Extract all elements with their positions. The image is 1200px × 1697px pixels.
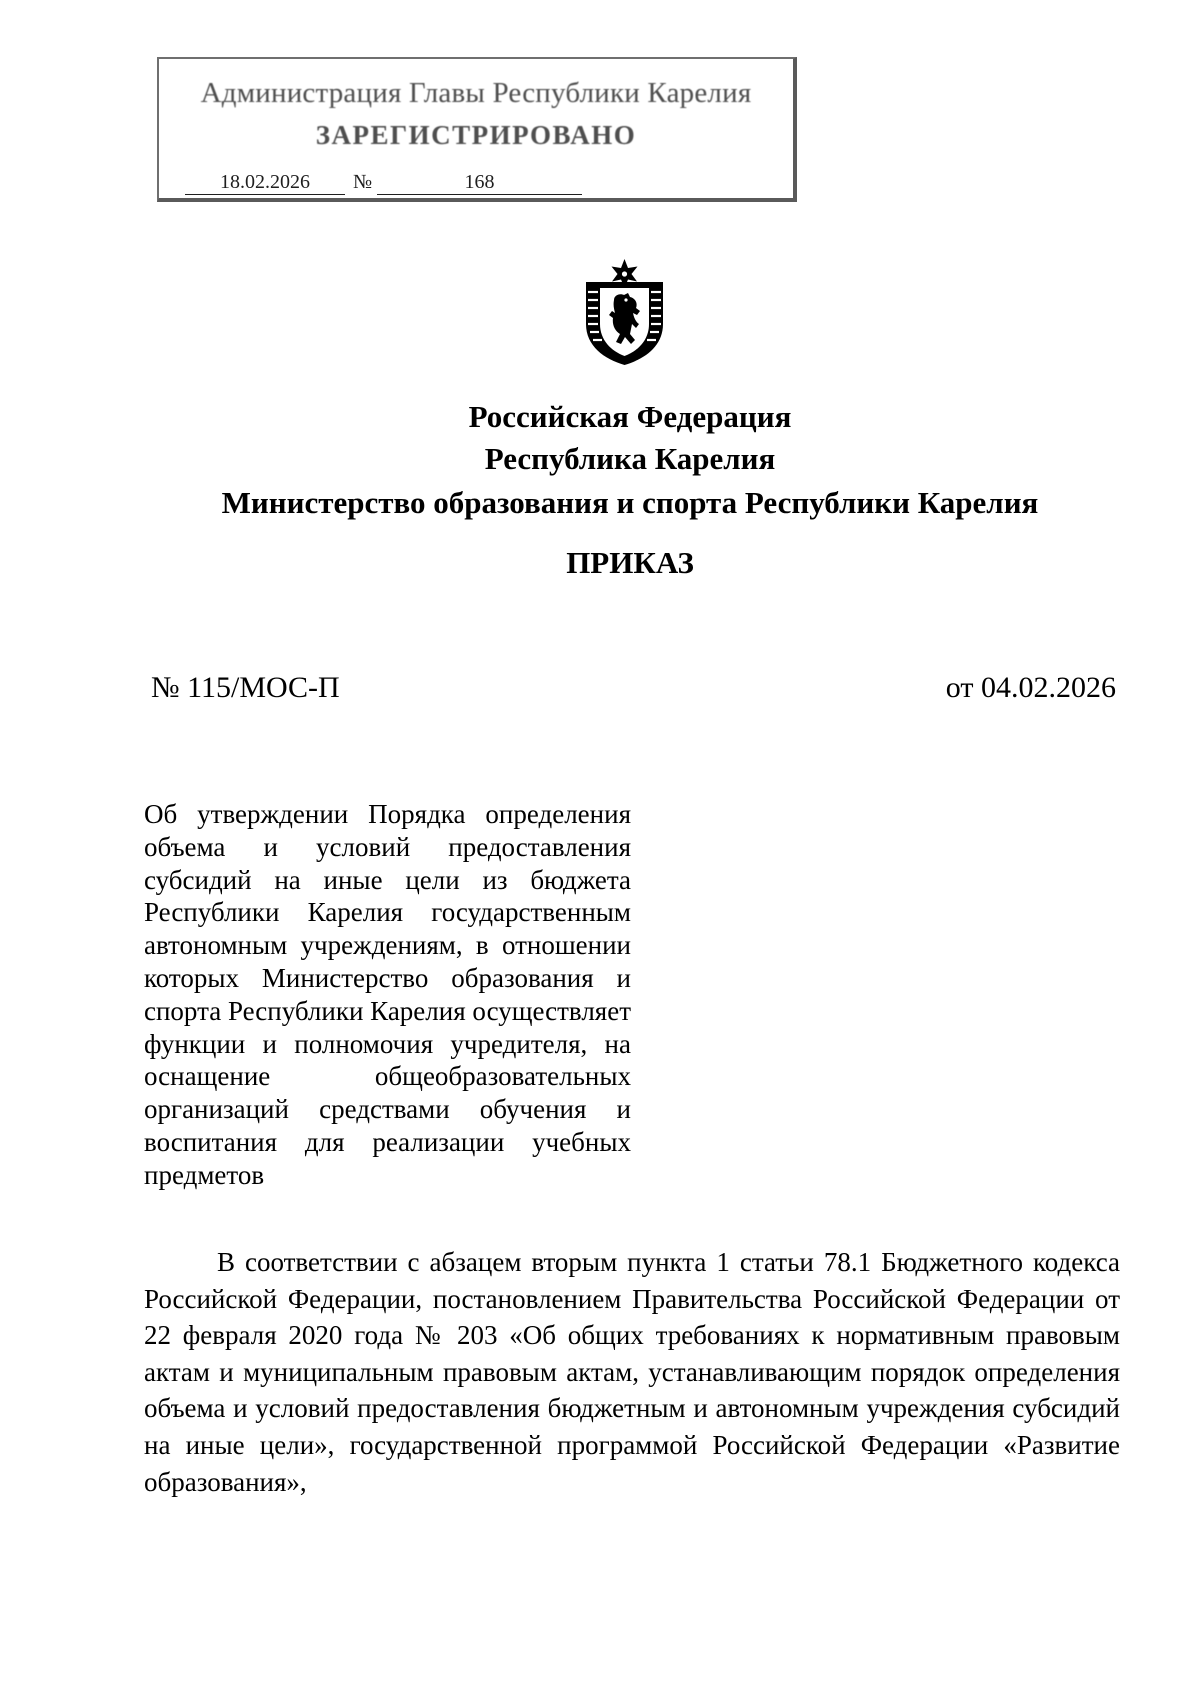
registration-stamp [157, 57, 797, 202]
stamp-date: 18.02.2026 [185, 171, 345, 195]
stamp-title: Администрация Главы Республики Карелия [200, 77, 752, 109]
header-country: Российская Федерация [468, 399, 792, 434]
document-type: ПРИКАЗ [566, 545, 694, 580]
order-subject: Об утверждении Порядка определения объема и условий предоставления субсидий на иные цели из бюджета Республики Карелия государственным автономным учреждениям, в отношении которых Министерство образования и спорта Республики Карелия осуществляет функции и полномочия учредителя, на оснащение общеобразовательных организаций средствами обучения и воспитания для реализации учебных предметов [144, 799, 631, 1190]
karelia-coat-of-arms-icon [581, 258, 668, 366]
header-republic: Республика Карелия [484, 441, 776, 476]
order-date: от 04.02.2026 [945, 671, 1116, 704]
stamp-number: 168 [377, 171, 582, 195]
stamp-status: ЗАРЕГИСТРИРОВАНО [315, 120, 637, 150]
body-paragraph: В соответствии с абзацем вторым пункта 1 статьи 78.1 Бюджетного кодекса Российской Федерации, постановлением Правительства Российской Федерации от 22 февраля 2020 года № 203 «Об общих требованиях к нормативным правовым актам и муниципальным правовым актам, устанавливающим порядок определения объема и условий предоставления бюджетным и автономным учреждения субсидий на иные цели», государственной программой Российской Федерации «Развитие образования», [144, 1247, 1120, 1497]
stamp-number-label: № [353, 171, 373, 193]
order-number: № 115/МОС-П [151, 671, 340, 704]
header-ministry: Министерство образования и спорта Республики Карелия [221, 485, 1039, 520]
